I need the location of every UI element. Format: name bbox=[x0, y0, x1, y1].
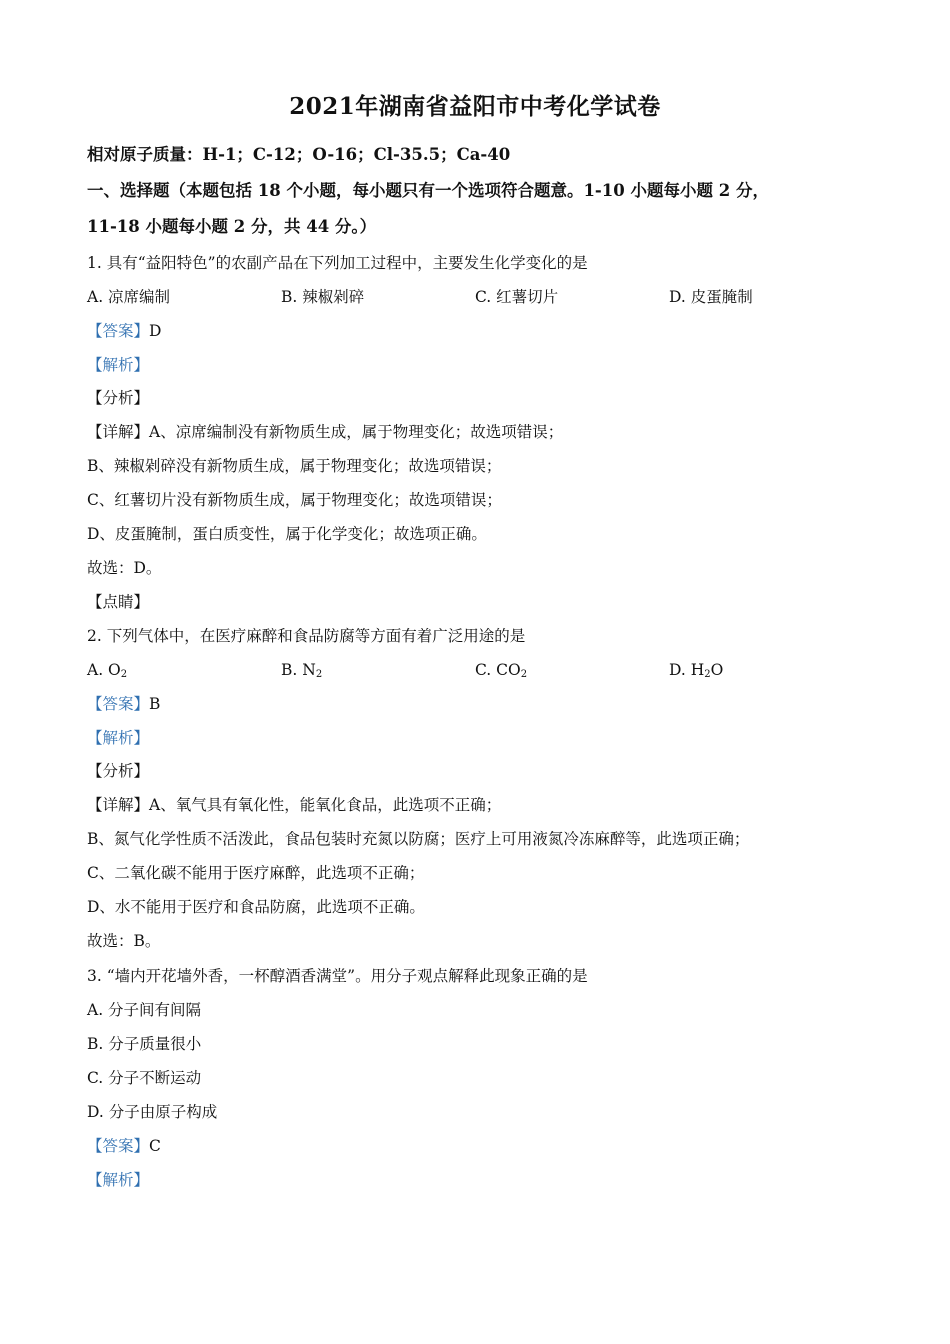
q2-detail-a-text: A、氧气具有氧化性，能氧化食品，此选项不正确； bbox=[149, 796, 502, 814]
q1-option-a: A. 凉席编制 bbox=[87, 288, 171, 306]
q1-comment-tag: 【点睛】 bbox=[87, 593, 150, 611]
q2-option-b bbox=[281, 660, 322, 685]
q2-detail-c: C、二氧化碳不能用于医疗麻醉，此选项不正确； bbox=[87, 864, 425, 882]
q1-fenxi-tag: 【分析】 bbox=[87, 389, 150, 407]
q2-analysis-tag: 【解析】 bbox=[87, 729, 150, 747]
page-title: 2021年湖南省益阳市中考化学试卷 bbox=[289, 93, 661, 120]
q2-answer-value: B bbox=[149, 695, 161, 713]
q3-analysis-tag: 【解析】 bbox=[87, 1171, 150, 1189]
q2-option-a-text: A. O bbox=[87, 661, 121, 679]
q3-option-a: A. 分子间有间隔 bbox=[87, 1001, 202, 1019]
q2-detail-b: B、氮气化学性质不活泼此，食品包装时充氮以防腐；医疗上可用液氮冷冻麻醉等，此选项正确； bbox=[87, 830, 750, 848]
q3-option-b: B. 分子质量很小 bbox=[87, 1035, 202, 1053]
detail-tag: 【详解】 bbox=[87, 796, 150, 814]
q2-option-d-sub: 2 bbox=[704, 669, 711, 680]
q2-option-d bbox=[669, 660, 723, 685]
q2-detail-a bbox=[87, 795, 501, 815]
q1-analysis-tag: 【解析】 bbox=[87, 356, 150, 374]
q1-detail-a bbox=[87, 422, 563, 442]
detail-tag: 【详解】 bbox=[87, 423, 150, 441]
q2-option-a bbox=[87, 660, 127, 685]
q1-choose: 故选：D。 bbox=[87, 559, 162, 577]
q2-fenxi-tag: 【分析】 bbox=[87, 762, 150, 780]
q1-detail-d: D、皮蛋腌制，蛋白质变性，属于化学变化；故选项正确。 bbox=[87, 525, 487, 543]
q2-stem: 2. 下列气体中，在医疗麻醉和食品防腐等方面有着广泛用途的是 bbox=[87, 627, 526, 645]
q3-stem: 3. “墙内开花墙外香，一杯醇酒香满堂”。用分子观点解释此现象正确的是 bbox=[87, 967, 588, 985]
q3-answer bbox=[87, 1136, 161, 1156]
q2-option-b-sub: 2 bbox=[315, 669, 323, 680]
q3-option-d: D. 分子由原子构成 bbox=[87, 1103, 218, 1121]
q2-option-c-text: C. CO bbox=[475, 661, 521, 679]
q1-detail-c: C、红薯切片没有新物质生成，属于物理变化；故选项错误； bbox=[87, 491, 502, 509]
q2-detail-d: D、水不能用于医疗和食品防腐，此选项不正确。 bbox=[87, 898, 425, 916]
section-heading-line1: 一、选择题（本题包括 18 个小题，每小题只有一个选项符合题意。1-10 小题每小题 2 分， bbox=[87, 181, 769, 200]
q2-option-d-text: D. H bbox=[669, 661, 705, 679]
q1-detail-a-text: A、凉席编制没有新物质生成，属于物理变化；故选项错误； bbox=[149, 423, 564, 441]
answer-tag: 【答案】 bbox=[87, 695, 150, 713]
q2-choose: 故选：B。 bbox=[87, 932, 161, 950]
q3-answer-value: C bbox=[149, 1137, 161, 1155]
atomic-mass-note: 相对原子质量：H-1；C-12；O-16；Cl-35.5；Ca-40 bbox=[87, 145, 511, 164]
q2-option-c-sub: 2 bbox=[520, 669, 528, 680]
q1-answer-value: D bbox=[149, 322, 162, 340]
q1-answer bbox=[87, 321, 161, 341]
q3-option-c: C. 分子不断运动 bbox=[87, 1069, 202, 1087]
q1-detail-b: B、辣椒剁碎没有新物质生成，属于物理变化；故选项错误； bbox=[87, 457, 502, 475]
section-heading-line2: 11-18 小题每小题 2 分，共 44 分。） bbox=[87, 217, 377, 236]
q1-option-d: D. 皮蛋腌制 bbox=[669, 288, 753, 306]
q2-option-c bbox=[475, 660, 527, 685]
answer-tag: 【答案】 bbox=[87, 322, 150, 340]
q2-option-a-sub: 2 bbox=[120, 669, 128, 680]
q1-option-b: B. 辣椒剁碎 bbox=[281, 288, 365, 306]
q2-answer bbox=[87, 694, 160, 714]
q2-option-b-text: B. N bbox=[281, 661, 316, 679]
q1-option-c: C. 红薯切片 bbox=[475, 288, 559, 306]
answer-tag: 【答案】 bbox=[87, 1137, 150, 1155]
q1-stem: 1. 具有“益阳特色”的农副产品在下列加工过程中，主要发生化学变化的是 bbox=[87, 254, 588, 272]
q2-option-d-suffix: O bbox=[710, 661, 724, 679]
